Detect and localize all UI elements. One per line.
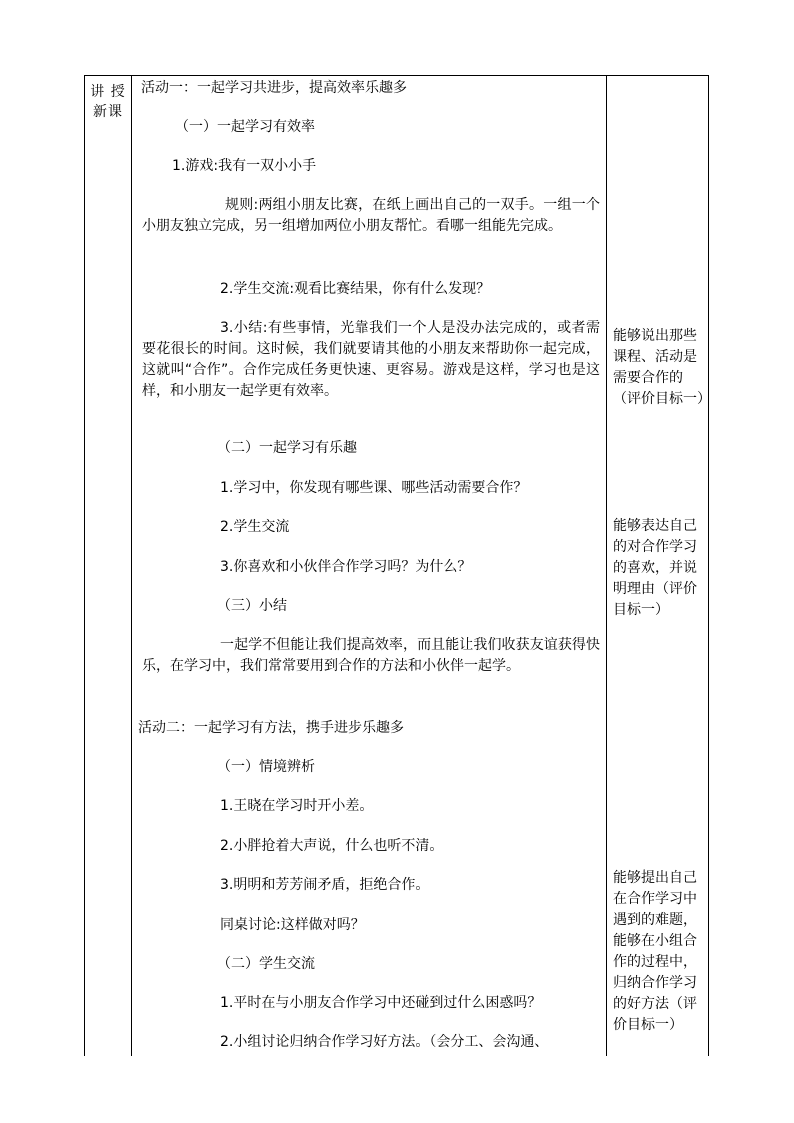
part2-title: （二）学生交流 — [217, 956, 315, 972]
question-item: 2.学生交流 — [220, 519, 290, 535]
case-item: 3.明明和芳芳闹矛盾，拒绝合作。 — [220, 877, 430, 893]
assessment-note: 能够提出自己在合作学习中遇到的难题，能够在小组合作的过程中，归纳合作学习的好方法（评价目标一） — [613, 870, 697, 1033]
question-item: 1.学习中，你发现有哪些课、哪些活动需要合作？ — [220, 480, 528, 496]
part1-title: （一）情境辨析 — [217, 759, 315, 775]
exchange-item: 2.小组讨论归纳合作学习好方法。（会分工、会沟通、 — [220, 1034, 549, 1050]
assessment-note: 能够表达自己的对合作学习的喜欢，并说明理由（评价目标一） — [613, 518, 697, 618]
column-divider — [131, 76, 132, 1056]
section-label-line: 讲 授 — [90, 84, 126, 100]
part2-title: （二）一起学习有乐趣 — [217, 440, 357, 456]
activity1-title: 活动一：一起学习共进步，提高效率乐趣多 — [141, 80, 407, 96]
rules-paragraph: 规则:两组小朋友比赛，在纸上画出自己的一双手。一组一个小朋友独立完成，另一组增加两位小朋友帮忙。看哪一组能先完成。 — [142, 197, 600, 234]
part3-title: （三）小结 — [217, 598, 287, 614]
assessment-note: 能够说出那些课程、活动是需要合作的（评价目标一） — [613, 328, 711, 407]
question-item: 3.你喜欢和小伙伴合作学习吗？为什么？ — [220, 559, 472, 575]
column-divider — [606, 76, 607, 1056]
discussion-prompt: 同桌讨论:这样做对吗？ — [220, 917, 365, 933]
case-item: 2.小胖抢着大声说，什么也听不清。 — [220, 838, 444, 854]
activity2-title: 活动二：一起学习有方法，携手进步乐趣多 — [138, 720, 404, 736]
section-label-cell — [85, 82, 131, 122]
summary-paragraph: 3.小结:有些事情，光靠我们一个人是没办法完成的，或者需要花很长的时间。这时候，我们就要请其他的小朋友来帮助你一起完成，这就叫“合作”。合作完成任务更快速、更容易。游戏是这样，学习也是这样，和小朋友一起学更有效率。 — [142, 320, 600, 399]
game-title: 1.游戏:我有一双小小手 — [172, 158, 317, 174]
summary-paragraph: 一起学不但能让我们提高效率，而且能让我们收获友谊获得快乐，在学习中，我们常常要用到合作的方法和小伙伴一起学。 — [142, 637, 600, 674]
lesson-table — [84, 75, 709, 1056]
part1-title: （一）一起学习有效率 — [175, 119, 315, 135]
exchange-item: 1.平时在与小朋友合作学习中还碰到过什么困惑吗？ — [220, 995, 542, 1011]
case-item: 1.王晓在学习时开小差。 — [220, 798, 374, 814]
section-label-line: 新课 — [93, 104, 123, 120]
exchange-question: 2.学生交流:观看比赛结果，你有什么发现？ — [220, 281, 491, 297]
